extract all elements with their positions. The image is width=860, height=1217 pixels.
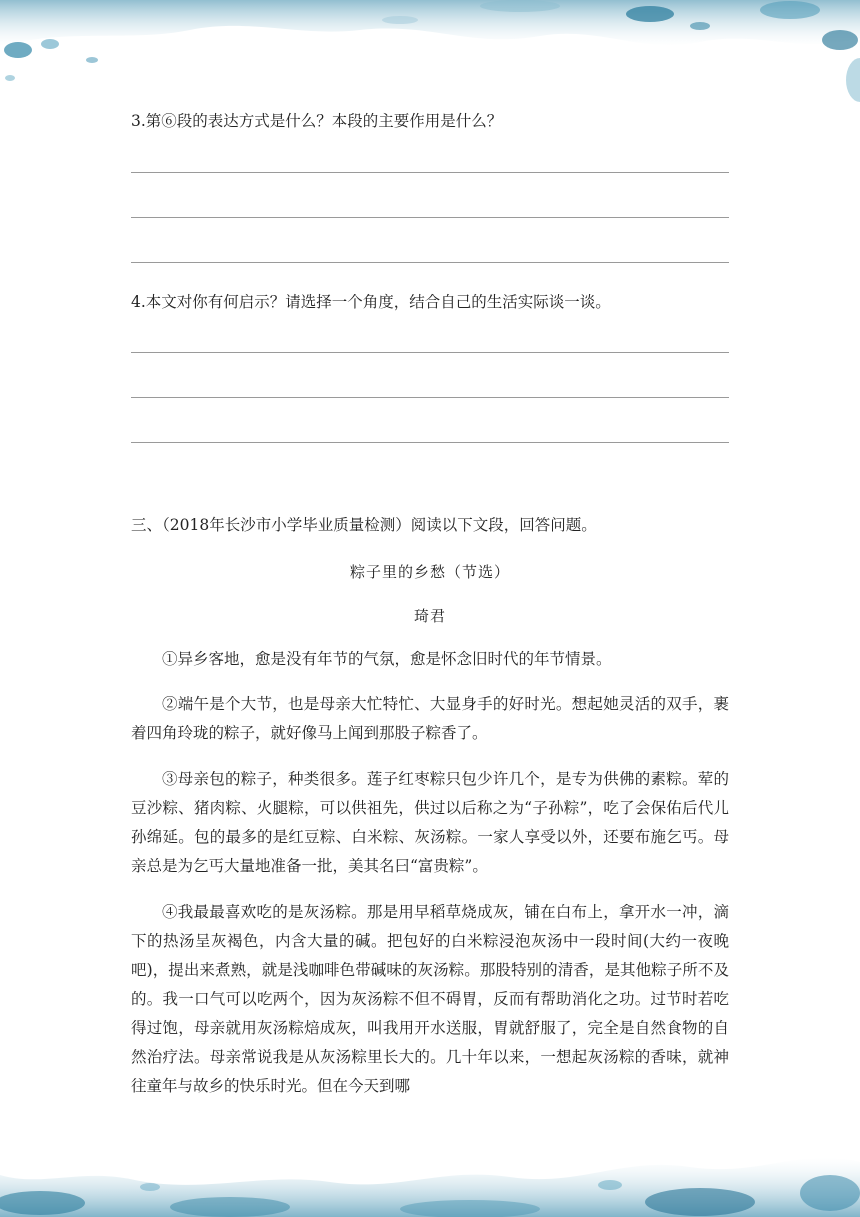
article-paragraph-3: ③母亲包的粽子，种类很多。莲子红枣粽只包少许几个，是专为供佛的素粽。荤的豆沙粽、猪肉粽、火腿粽，可以供祖先，供过以后称之为“子孙粽”，吃了会保佑后代儿孙绵延。包的最多的是红豆粽、白米粽、灰汤粽。一家人享受以外，还要布施乞丐。母亲总是为乞丐大量地准备一批，美其名曰“富贵粽”。 <box>131 770 729 875</box>
article-paragraph-2: ②端午是个大节，也是母亲大忙特忙、大显身手的好时光。想起她灵活的双手，裹着四角玲珑的粽子，就好像马上闻到那股子粽香了。 <box>131 695 729 742</box>
answer-line[interactable] <box>131 172 729 173</box>
article-title: 粽子里的乡愁（节选） <box>349 563 510 581</box>
answer-line[interactable] <box>131 397 729 398</box>
article-author: 琦君 <box>413 607 446 625</box>
answer-line[interactable] <box>131 217 729 218</box>
question-4-text: 4.本文对你有何启示？请选择一个角度，结合自己的生活实际谈一谈。 <box>131 293 611 311</box>
article-paragraph-1: ①异乡客地，愈是没有年节的气氛，愈是怀念旧时代的年节情景。 <box>162 650 612 668</box>
answer-line[interactable] <box>131 352 729 353</box>
article-paragraph-4: ④我最最喜欢吃的是灰汤粽。那是用早稻草烧成灰，铺在白布上，拿开水一冲，滴下的热汤呈灰褐色，内含大量的碱。把包好的白米粽浸泡灰汤中一段时间(大约一夜晚吧)，提出来煮熟，就是浅咖啡色带碱味的灰汤粽。那股特别的清香，是其他粽子所不及的。我一口气可以吃两个，因为灰汤粽不但不碍胃，反而有帮助消化之功。过节时若吃得过饱，母亲就用灰汤粽焙成灰，叫我用开水送服，胃就舒服了，完全是自然食物的自然治疗法。母亲常说我是从灰汤粽里长大的。几十年以来，一想起灰汤粽的香味，就神往童年与故乡的快乐时光。但在今天到哪 <box>131 903 729 1095</box>
section-3-heading: 三、（2018年长沙市小学毕业质量检测）阅读以下文段，回答问题。 <box>131 516 597 534</box>
answer-line[interactable] <box>131 442 729 443</box>
question-3-text: 3.第⑥段的表达方式是什么？本段的主要作用是什么？ <box>131 112 503 130</box>
answer-line[interactable] <box>131 262 729 263</box>
